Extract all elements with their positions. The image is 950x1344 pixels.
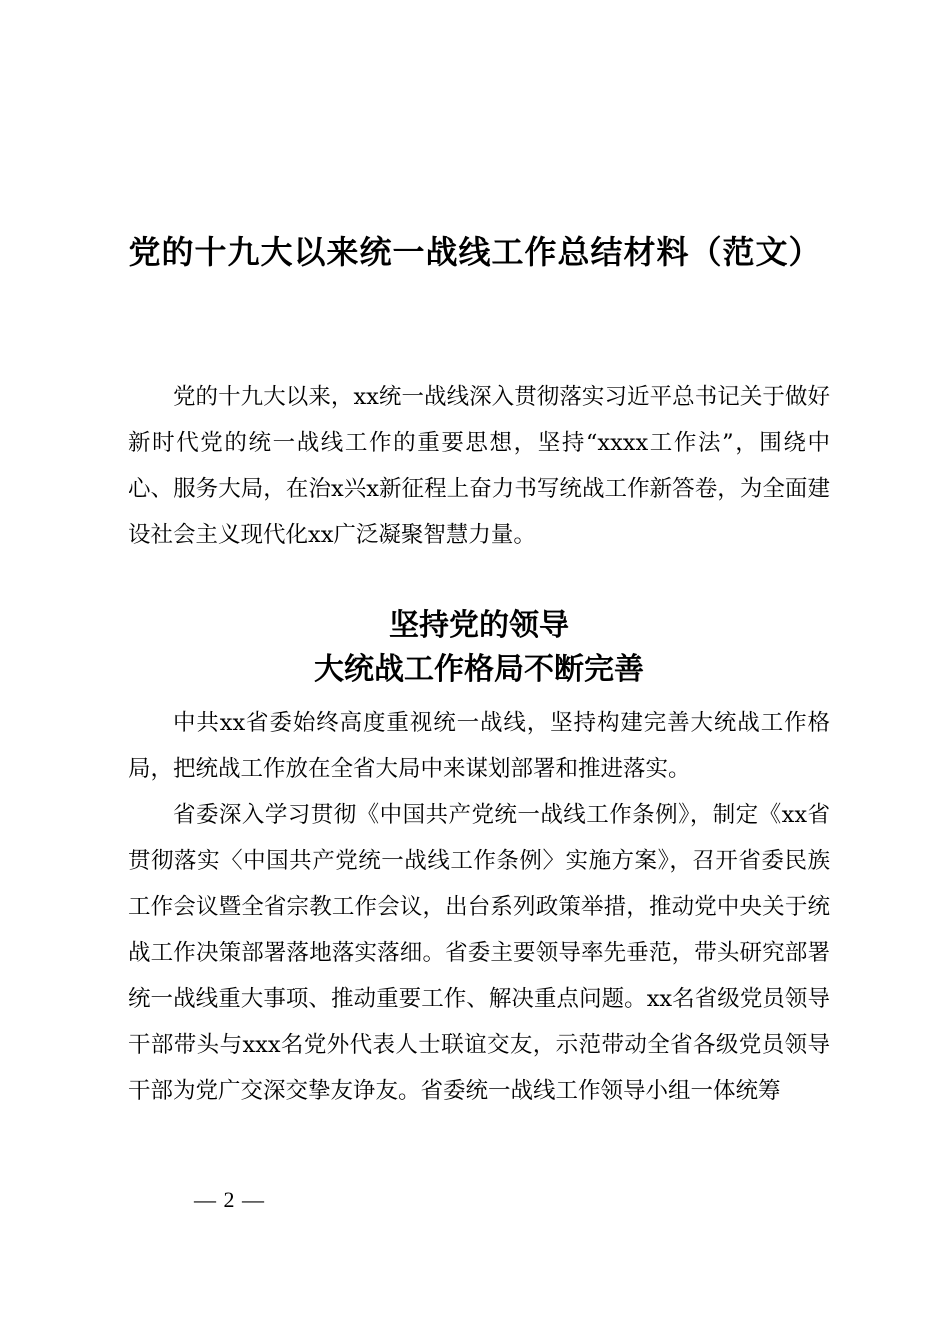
section-heading xyxy=(128,604,830,692)
intro-paragraph: 党的十九大以来，xx统一战线深入贯彻落实习近平总书记关于做好新时代党的统一战线工作的重要思想，坚持“xxxx工作法”，围绕中心、服务大局，在治x兴x新征程上奋力书写统战工作新答卷，为全面建设社会主义现代化xx广泛凝聚智慧力量。 xyxy=(128,384,830,548)
section-paragraph-2: 省委深入学习贯彻《中国共产党统一战线工作条例》，制定《xx省贯彻落实〈中国共产党统一战线工作条例〉实施方案》，召开省委民族工作会议暨全省宗教工作会议，出台系列政策举措，推动党中央关于统战工作决策部署落地落实落细。省委主要领导率先垂范，带头研究部署统一战线重大事项、推动重要工作、解决重点问题。xx名省级党员领导干部带头与xxx名党外代表人士联谊交友，示范带动全省各级党员领导干部为党广交深交挚友诤友。省委统一战线工作领导小组一体统筹 xyxy=(128,802,830,1104)
section-heading-line-2: 大统战工作格局不断完善 xyxy=(314,652,644,687)
page-number: — 2 — xyxy=(194,1187,265,1212)
document-title: 党的十九大以来统一战线工作总结材料（范文） xyxy=(128,233,822,271)
section-heading-line-1: 坚持党的领导 xyxy=(389,608,569,643)
section-paragraph-1: 中共xx省委始终高度重视统一战线，坚持构建完善大统战工作格局，把统战工作放在全省大局中来谋划部署和推进落实。 xyxy=(128,710,830,782)
section-body xyxy=(128,700,830,1114)
intro-section xyxy=(128,374,830,558)
